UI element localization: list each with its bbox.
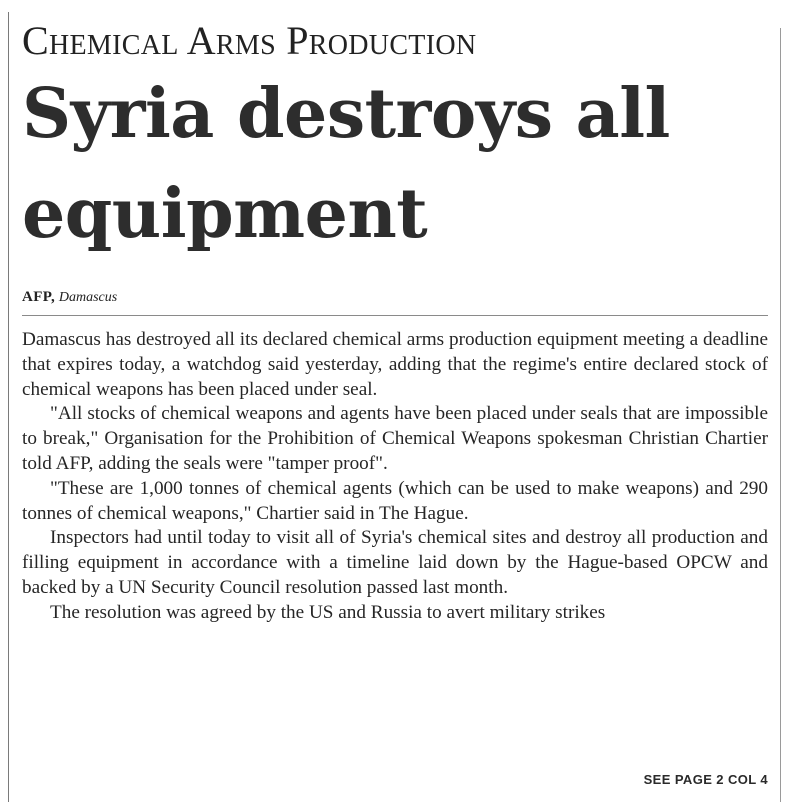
paragraph-1: Damascus has destroyed all its declared chemical arms production equipment meeting a deadline that expires today, a watchdog said yesterday, adding that the regime's entire declared stock of chemical weapons has been placed under seal. — [22, 329, 768, 400]
byline — [22, 288, 768, 316]
paragraph-2: "All stocks of chemical weapons and agents have been placed under seals that are impossible to break," Organisation for the Prohibition of Chemical Weapons spokesman Christian Chartier told AFP, adding the seals were "tamper proof". — [22, 403, 768, 474]
byline-agency: AFP, — [22, 289, 56, 305]
headline: Syria destroys all equipment — [22, 74, 670, 254]
news-article — [22, 18, 768, 626]
paragraph-5: The resolution was agreed by the US and Russia to avert military strikes — [50, 601, 606, 623]
paragraph-4: Inspectors had until today to visit all of Syria's chemical sites and destroy all production and filling equipment in accordance with a timeline laid down by the Hague-based OPCW and backed by a UN Security Council resolution passed last month. — [22, 527, 768, 598]
section-kicker: Chemical Arms Production — [22, 18, 477, 63]
column-rule-right — [780, 28, 781, 802]
byline-dateline: Damascus — [58, 290, 118, 305]
article-body — [22, 328, 768, 626]
paragraph-3: "These are 1,000 tonnes of chemical agents (which can be used to make weapons) and 290 tonnes of chemical weapons," Chartier said in The Hague. — [22, 477, 768, 524]
column-rule-left — [8, 12, 9, 802]
continued-on-page: SEE PAGE 2 COL 4 — [643, 772, 768, 787]
